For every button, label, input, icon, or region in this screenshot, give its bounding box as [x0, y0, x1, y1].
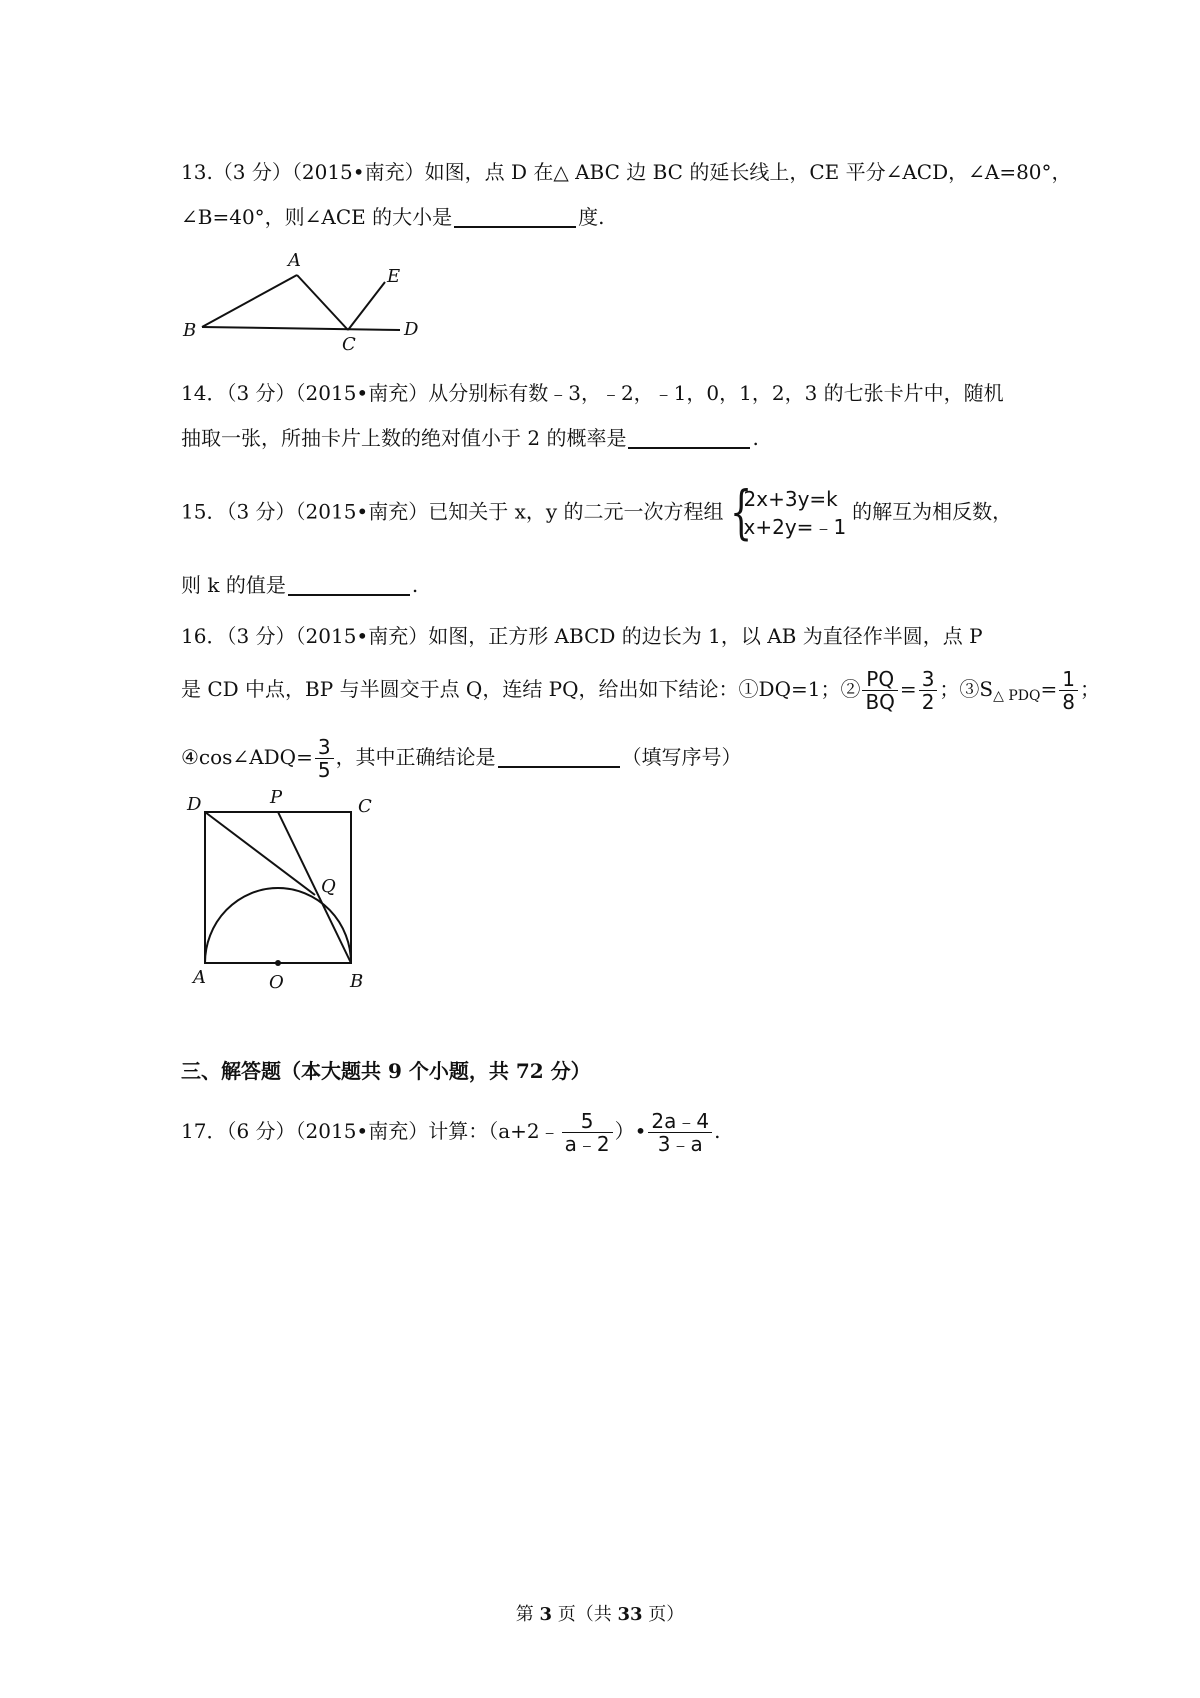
section-3-text: 三、解答题（本大题共	[181, 1059, 388, 1083]
q13-line2	[181, 203, 604, 231]
section-3-count: 9	[387, 1059, 402, 1083]
q14-line1: 14．（3 分）（2015•南充）从分别标有数﹣3，﹣2，﹣1，0，1，2，3 的七张卡片中，随机	[181, 381, 1004, 405]
q15-eq2: x+2y=﹣1	[743, 515, 847, 539]
q16-answer-blank[interactable]	[498, 744, 620, 768]
q13-line2-text: ∠B=40°，则∠ACE 的大小是	[181, 205, 453, 229]
page-footer	[0, 1600, 1200, 1626]
q16-frac-num: 3	[919, 668, 938, 691]
section-3-text-end: 分）	[543, 1059, 591, 1083]
section-3-text-mid: 个小题，共	[401, 1059, 516, 1083]
q16-frac-den: BQ	[865, 690, 895, 714]
q13-triangle-figure	[175, 245, 455, 355]
q15-text-post: 的解互为相反数，	[852, 499, 1013, 524]
q14-line2	[181, 424, 759, 452]
q15-line2-text: 则 k 的值是	[181, 573, 286, 597]
q13-label-c: C	[342, 334, 356, 355]
q16-frac-num: 3	[315, 736, 334, 759]
q13-segment-ba	[202, 275, 297, 327]
footer-total-pages: 33	[617, 1604, 643, 1625]
q15-equation-system	[729, 478, 847, 546]
q16-subscript: △ PDQ	[993, 688, 1041, 704]
q15-line1	[181, 478, 1013, 546]
footer-text: 第	[515, 1604, 540, 1625]
q16-frac-num: 1	[1059, 668, 1078, 691]
q15-eq1: 2x+3y=k	[743, 487, 838, 511]
q13-label-a: A	[288, 250, 301, 271]
q16-text-end: ；	[1079, 677, 1100, 701]
q13-line2-end: 度.	[578, 205, 605, 229]
q16-fraction-3-2	[919, 668, 938, 713]
q16-semicircle	[205, 888, 351, 963]
q16-square-figure	[175, 785, 375, 995]
footer-text-end: 页）	[642, 1604, 685, 1625]
q14-line2-end: .	[752, 426, 759, 450]
q13-label-b: B	[183, 320, 197, 341]
q16-line3	[181, 736, 742, 781]
q17-text-pre: 17．（6 分）（2015•南充）计算：（a+2﹣	[181, 1119, 560, 1143]
q13-segment-bd	[202, 327, 400, 330]
q17-line1	[181, 1110, 721, 1155]
q16-fraction-pq-bq	[862, 668, 897, 713]
q17-frac-num: 2a﹣4	[648, 1110, 712, 1133]
q13-answer-blank[interactable]	[454, 204, 576, 228]
footer-page-number: 3	[539, 1604, 552, 1625]
q16-line2: 是 CD 中点，BP 与半圆交于点 Q，连结 PQ，给出如下结论：①DQ=1；② $\frac{PQ}{BQ}$ = $\frac{3}{2}$ ；$③S_{\triangle PDQ}=$ $\frac{1}{8}$ ；	[181, 667, 1100, 714]
q16-eq-sign: =	[899, 677, 917, 701]
q16-fraction-1-8	[1059, 668, 1078, 713]
q16-frac-num: PQ	[862, 668, 897, 691]
q16-label-q: Q	[321, 876, 336, 897]
q16-line3-end: （填写序号）	[621, 745, 742, 769]
q16-line3-text: ④cos∠ADQ=	[181, 745, 313, 769]
q16-label-d: D	[187, 794, 202, 815]
q13-label-e: E	[387, 266, 401, 287]
q16-line2-text: 是 CD 中点，BP 与半圆交于点 Q，连结 PQ，给出如下结论：①DQ=1；②	[181, 677, 861, 701]
q14-line2-text: 抽取一张，所抽卡片上数的绝对值小于 2 的概率是	[181, 426, 627, 450]
q17-text-mid: ）•	[614, 1119, 647, 1143]
q13-segment-ce	[348, 282, 385, 330]
q17-frac-den: 3﹣a	[657, 1132, 703, 1156]
q17-fraction-1	[562, 1110, 613, 1155]
q13-label-d: D	[404, 319, 419, 340]
q16-text-mid: ；③S	[939, 677, 994, 701]
section-3-score: 72	[515, 1059, 544, 1083]
q17-frac-num: 5	[562, 1110, 613, 1133]
q16-frac-den: 8	[1062, 690, 1075, 714]
q15-answer-blank[interactable]	[288, 572, 410, 596]
q17-frac-den: a﹣2	[564, 1132, 610, 1156]
q16-segment-bp	[278, 812, 351, 963]
q16-frac-den: 2	[921, 690, 935, 714]
q15-line2	[181, 571, 418, 599]
footer-text-mid: 页（共	[552, 1604, 618, 1625]
q14-answer-blank[interactable]	[628, 425, 750, 449]
q16-frac-den: 5	[317, 758, 331, 782]
q13-line1: 13.（3 分）（2015•南充）如图，点 D 在△ ABC 边 BC 的延长线上，CE 平分∠ACD，∠A=80°，	[181, 160, 1072, 184]
q17-fraction-2	[648, 1110, 712, 1155]
q16-fraction-3-5	[315, 736, 334, 781]
q16-label-b: B	[350, 971, 364, 992]
q16-line1: 16．（3 分）（2015•南充）如图，正方形 ABCD 的边长为 1，以 AB 为直径作半圆，点 P	[181, 624, 983, 648]
q16-label-p: P	[270, 787, 283, 808]
section-3-heading	[181, 1057, 591, 1085]
q15-line2-end: .	[411, 573, 419, 597]
q16-point-o	[275, 960, 281, 966]
q16-label-c: C	[358, 796, 372, 817]
q17-text-end: .	[714, 1119, 721, 1143]
q15-text-pre: 15．（3 分）（2015•南充）已知关于 x，y 的二元一次方程组	[181, 499, 724, 524]
q16-line3-mid: ，其中正确结论是	[335, 745, 496, 769]
q16-label-a: A	[193, 967, 206, 988]
q16-label-o: O	[269, 972, 284, 993]
brace-icon: {	[729, 478, 752, 546]
q13-segment-ac	[297, 275, 348, 330]
